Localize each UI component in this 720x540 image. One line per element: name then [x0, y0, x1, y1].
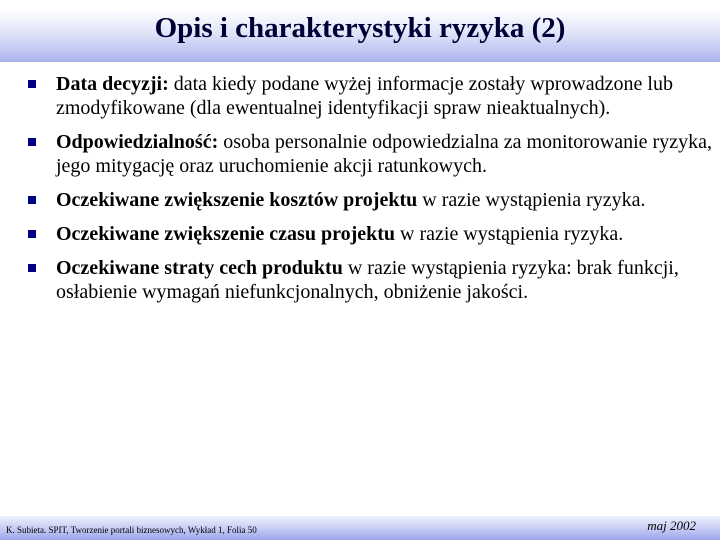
bullet-text: w razie wystąpienia ryzyka.	[417, 189, 646, 211]
footer-date: maj 2002	[647, 518, 696, 533]
slide-title: Opis i charakterystyki ryzyka (2)	[154, 12, 566, 44]
bullet-term: Oczekiwane straty cech produktu	[56, 257, 343, 279]
bullet-term: Odpowiedzialność:	[56, 131, 219, 153]
square-bullet-icon	[28, 196, 36, 204]
bullet-item-time-increase	[28, 222, 712, 246]
bullet-term: Oczekiwane zwiększenie kosztów projektu	[56, 189, 418, 211]
square-bullet-icon	[28, 80, 36, 88]
bullet-text: w razie wystąpienia ryzyka: brak funkcji, osłabienie wymagań niefunkcjonalnych, obniżenie jakości.	[56, 257, 679, 303]
bullet-item-cost-increase	[28, 188, 712, 212]
bullet-item-decision-date	[28, 72, 712, 120]
square-bullet-icon	[28, 264, 36, 272]
bullet-text: w razie wystąpienia ryzyka.	[395, 223, 624, 245]
bullet-term: Data decyzji:	[56, 73, 169, 95]
square-bullet-icon	[28, 230, 36, 238]
square-bullet-icon	[28, 138, 36, 146]
footer-credit: K. Subieta. SPIT, Tworzenie portali biznesowych, Wykład 1, Folia 50	[6, 525, 257, 535]
bullet-text: osoba personalnie odpowiedzialna za monitorowanie ryzyka, jego mitygację oraz uruchomienie akcji ratunkowych.	[56, 131, 712, 177]
bullet-item-responsibility	[28, 130, 712, 178]
bullet-term: Oczekiwane zwiększenie czasu projektu	[56, 223, 396, 245]
bullet-list	[28, 72, 712, 314]
bullet-item-product-losses	[28, 256, 712, 304]
bullet-text: data kiedy podane wyżej informacje zostały wprowadzone lub zmodyfikowane (dla ewentualnej identyfikacji spraw nieaktualnych).	[56, 73, 673, 119]
